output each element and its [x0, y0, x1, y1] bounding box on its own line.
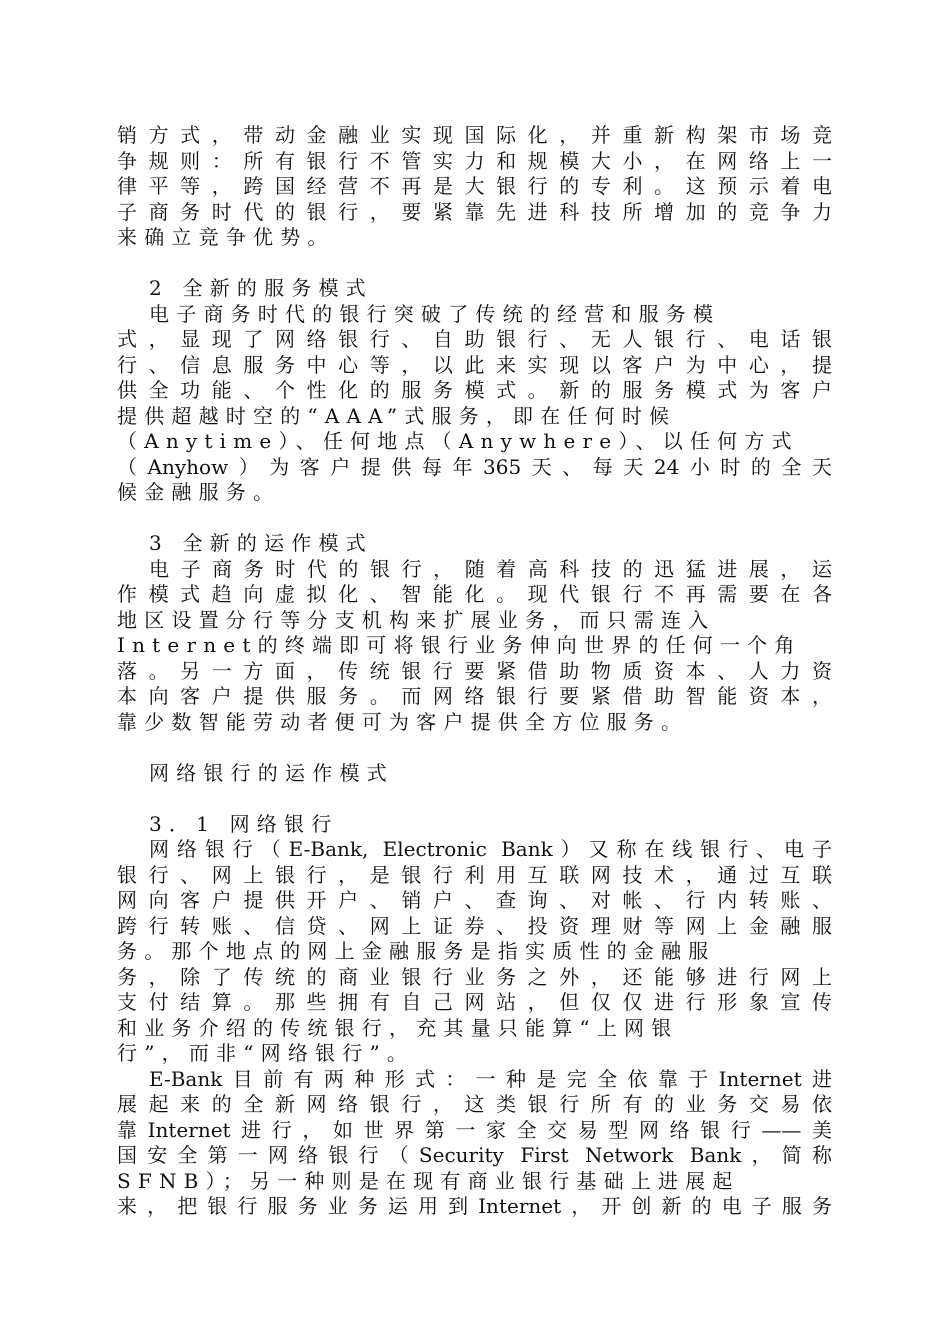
text-line: 地区设置分行等分支机构来扩展业务，而只需连入 — [117, 607, 716, 632]
text-line: 跨行转账、信贷、网上证券、投资理财等网上金融服 — [117, 913, 832, 938]
blank-line — [117, 735, 832, 761]
text-line: 3．1 网络银行 — [149, 811, 339, 836]
blank-line — [117, 506, 832, 532]
text-line: 候金融服务。 — [117, 480, 281, 504]
text-line: 来，把银行服务业务运用到Internet，开创新的电子服务 — [117, 1194, 832, 1218]
text-line: 律平等，跨国经营不再是大银行的专利。这预示着电 — [117, 174, 832, 198]
text-line: 支付结算。那些拥有自己网站，但仅仅进行形象宣传 — [117, 990, 832, 1014]
text-line: 展起来的全新网络银行，这类银行所有的业务交易依 — [117, 1092, 832, 1116]
text-line: 国安全第一网络银行（Security First Network Bank，简称 — [117, 1143, 832, 1167]
text-line: 3 全新的运作模式 — [149, 531, 373, 555]
text-line: 网络银行的运作模式 — [149, 760, 394, 785]
text-line: 靠Internet进行，如世界第一家全交易型网络银行——美 — [117, 1117, 832, 1142]
text-line: （Anyhow）为客户提供每年365天、每天24小时的全天 — [117, 454, 832, 479]
text-line: 务，除了传统的商业银行业务之外，还能够进行网上 — [117, 964, 832, 989]
text-line: 作模式趋向虚拟化、智能化。现代银行不再需要在各 — [117, 582, 832, 606]
text-line: 电子商务时代的银行突破了传统的经营和服务模 — [149, 301, 721, 326]
text-line: （Anytime）、任何地点（Anywhere）、以任何方式 — [117, 429, 799, 453]
text-line: Internet的终端即可将银行业务伸向世界的任何一个角 — [117, 633, 802, 657]
text-line: 网络银行（E-Bank, Electronic Bank）又称在线银行、电子 — [149, 837, 832, 861]
text-line: 网向客户提供开户、销户、查询、对帐、行内转账、 — [117, 888, 832, 912]
text-line: E-Bank目前有两种形式：一种是完全依靠于Internet进 — [149, 1066, 832, 1091]
text-line: 电子商务时代的银行，随着高科技的迅猛进展，运 — [149, 556, 832, 581]
text-line: 行、信息服务中心等，以此来实现以客户为中心，提 — [117, 352, 832, 377]
text-line: SFNB）；另一种则是在现有商业银行基础上进展起 — [117, 1168, 740, 1193]
text-line: 务。那个地点的网上金融服务是指实质性的金融服 — [117, 939, 716, 963]
text-line: 式，显现了网络银行、自助银行、无人银行、电话银 — [117, 327, 832, 351]
text-line: 和业务介绍的传统银行，充其量只能算“上网银 — [117, 1015, 679, 1040]
text-line: 行”，而非“网络银行”。 — [117, 1041, 415, 1065]
text-line: 靠少数智能劳动者便可为客户提供全方位服务。 — [117, 709, 689, 734]
text-line: 2 全新的服务模式 — [149, 276, 373, 300]
text-line: 提供超越时空的“AAA”式服务，即在任何时候 — [117, 403, 677, 428]
blank-line — [117, 786, 832, 812]
text-line: 本向客户提供服务。而网络银行要紧借助智能资本， — [117, 684, 832, 708]
text-line: 销方式，带动金融业实现国际化，并重新构架市场竞 — [117, 123, 832, 147]
text-line: 银行、网上银行，是银行利用互联网技术，通过互联 — [117, 862, 832, 887]
text-line: 来确立竞争优势。 — [117, 225, 335, 249]
blank-line — [117, 251, 832, 277]
text-line: 落。另一方面，传统银行要紧借助物质资本、人力资 — [117, 658, 832, 683]
text-line: 子商务时代的银行，要紧靠先进科技所增加的竞争力 — [117, 199, 832, 224]
body-text — [117, 123, 832, 1220]
text-line: 争规则：所有银行不管实力和规模大小，在网络上一 — [117, 148, 832, 173]
text-line: 供全功能、个性化的服务模式。新的服务模式为客户 — [117, 378, 832, 402]
